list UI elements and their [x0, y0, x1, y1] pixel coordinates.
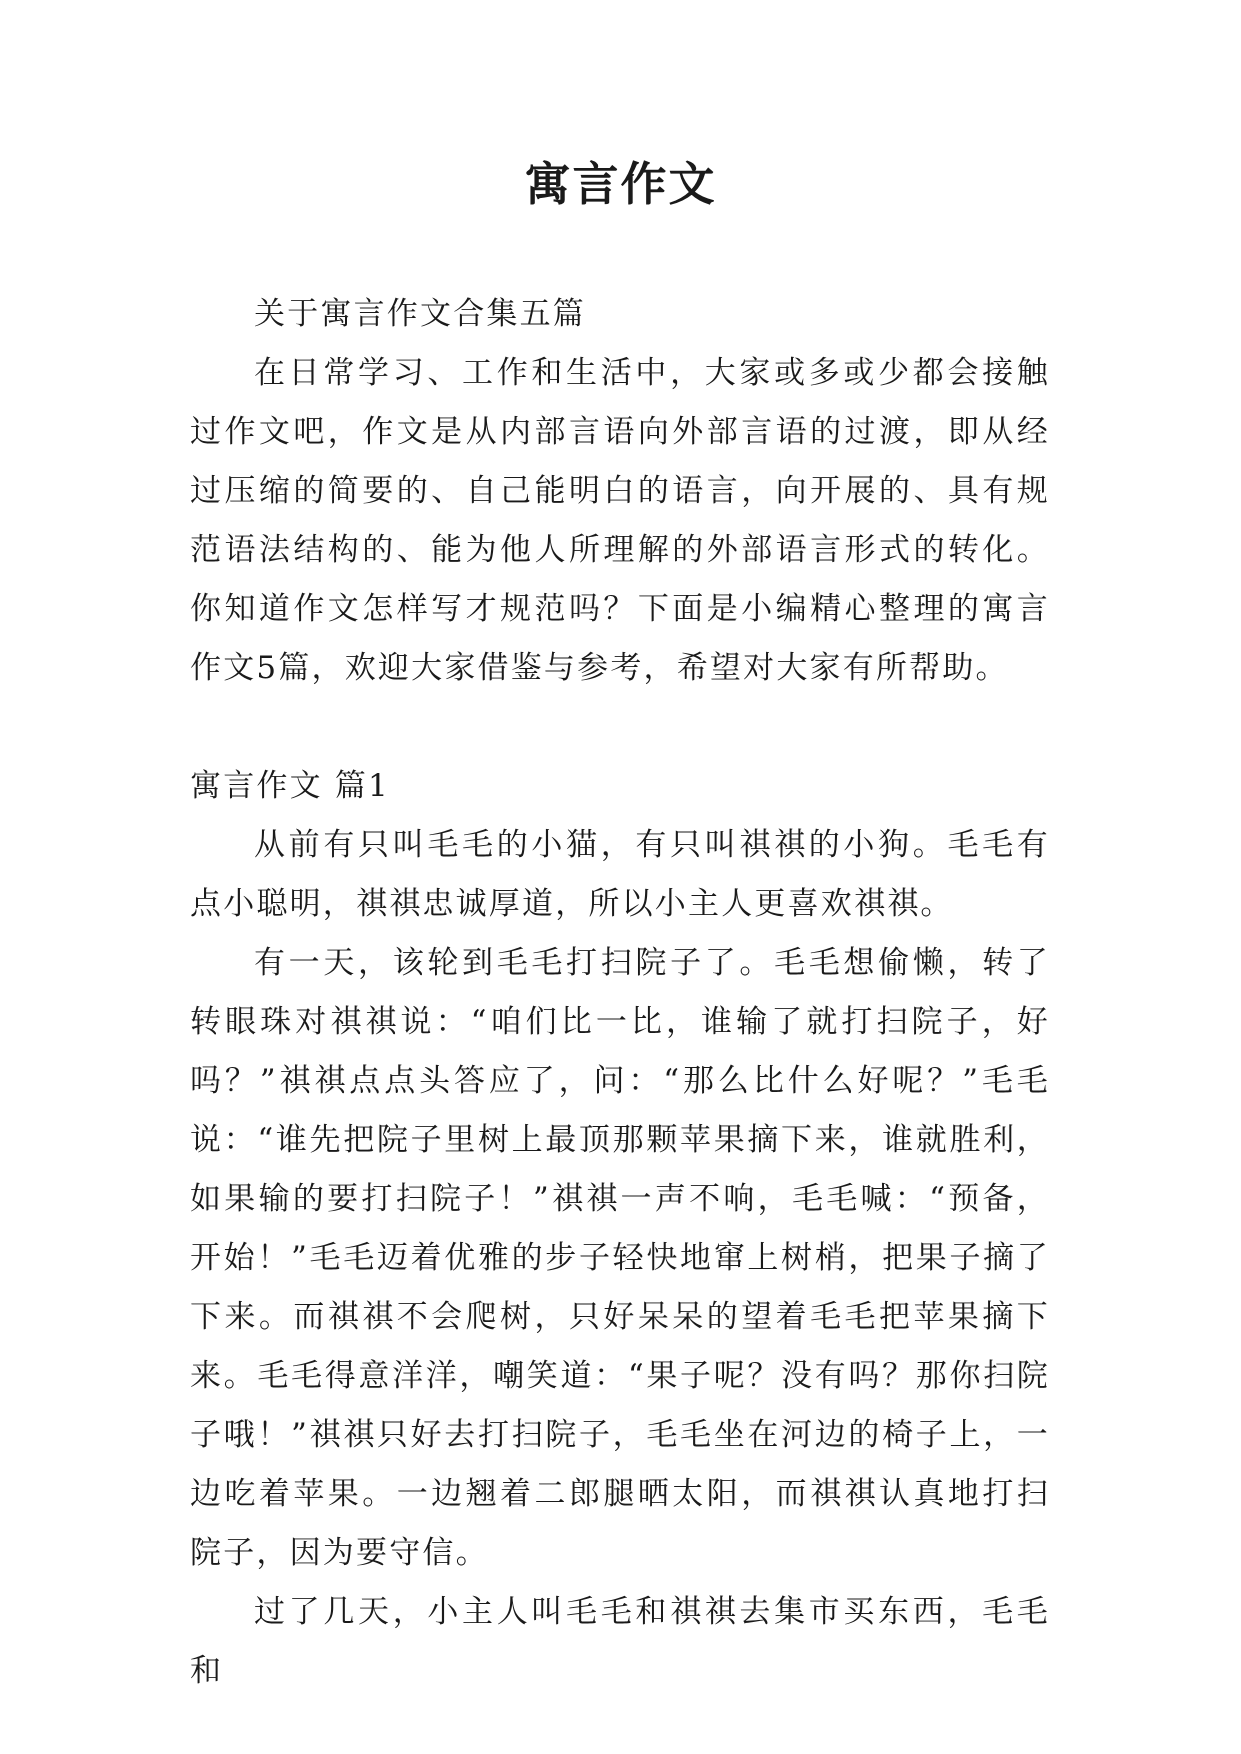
subtitle: 关于寓言作文合集五篇: [254, 296, 586, 332]
body-paragraph: 有一天，该轮到毛毛打扫院子了。毛毛想偷懒，转了转眼珠对祺祺说：“咱们比一比，谁输了就打扫院子，好吗？”祺祺点点头答应了，问：“那么比什么好呢？”毛毛说：“谁先把院子里树上最顶那颗苹果摘下来，谁就胜利，如果输的要打扫院子！”祺祺一声不响，毛毛喊：“预备，开始！”毛毛迈着优雅的步子轻快地窜上树梢，把果子摘了下来。而祺祺不会爬树，只好呆呆的望着毛毛把苹果摘下来。毛毛得意洋洋，嘲笑道：“果子呢？没有吗？那你扫院子哦！”祺祺只好去打扫院子，毛毛坐在河边的椅子上，一边吃着苹果。一边翘着二郎腿晒太阳，而祺祺认真地打扫院子，因为要守信。: [190, 945, 1050, 1571]
document-title: 寓言作文: [524, 157, 717, 211]
section-spacer: [190, 698, 1050, 757]
intro-paragraph: 在日常学习、工作和生活中，大家或多或少都会接触过作文吧，作文是从内部言语向外部言语的过渡，即从经过压缩的简要的、自己能明白的语言，向开展的、具有规范语法结构的、能为他人所理解的外部语言形式的转化。你知道作文怎样写才规范吗？下面是小编精心整理的寓言作文5篇，欢迎大家借鉴与参考，希望对大家有所帮助。: [190, 355, 1050, 686]
body-paragraph: 过了几天，小主人叫毛毛和祺祺去集市买东西，毛毛和: [190, 1594, 1050, 1689]
body-paragraph: 从前有只叫毛毛的小猫，有只叫祺祺的小狗。毛毛有点小聪明，祺祺忠诚厚道，所以小主人更喜欢祺祺。: [190, 827, 1050, 922]
section-heading: 寓言作文 篇1: [190, 768, 390, 804]
document-body: [190, 285, 1050, 1701]
